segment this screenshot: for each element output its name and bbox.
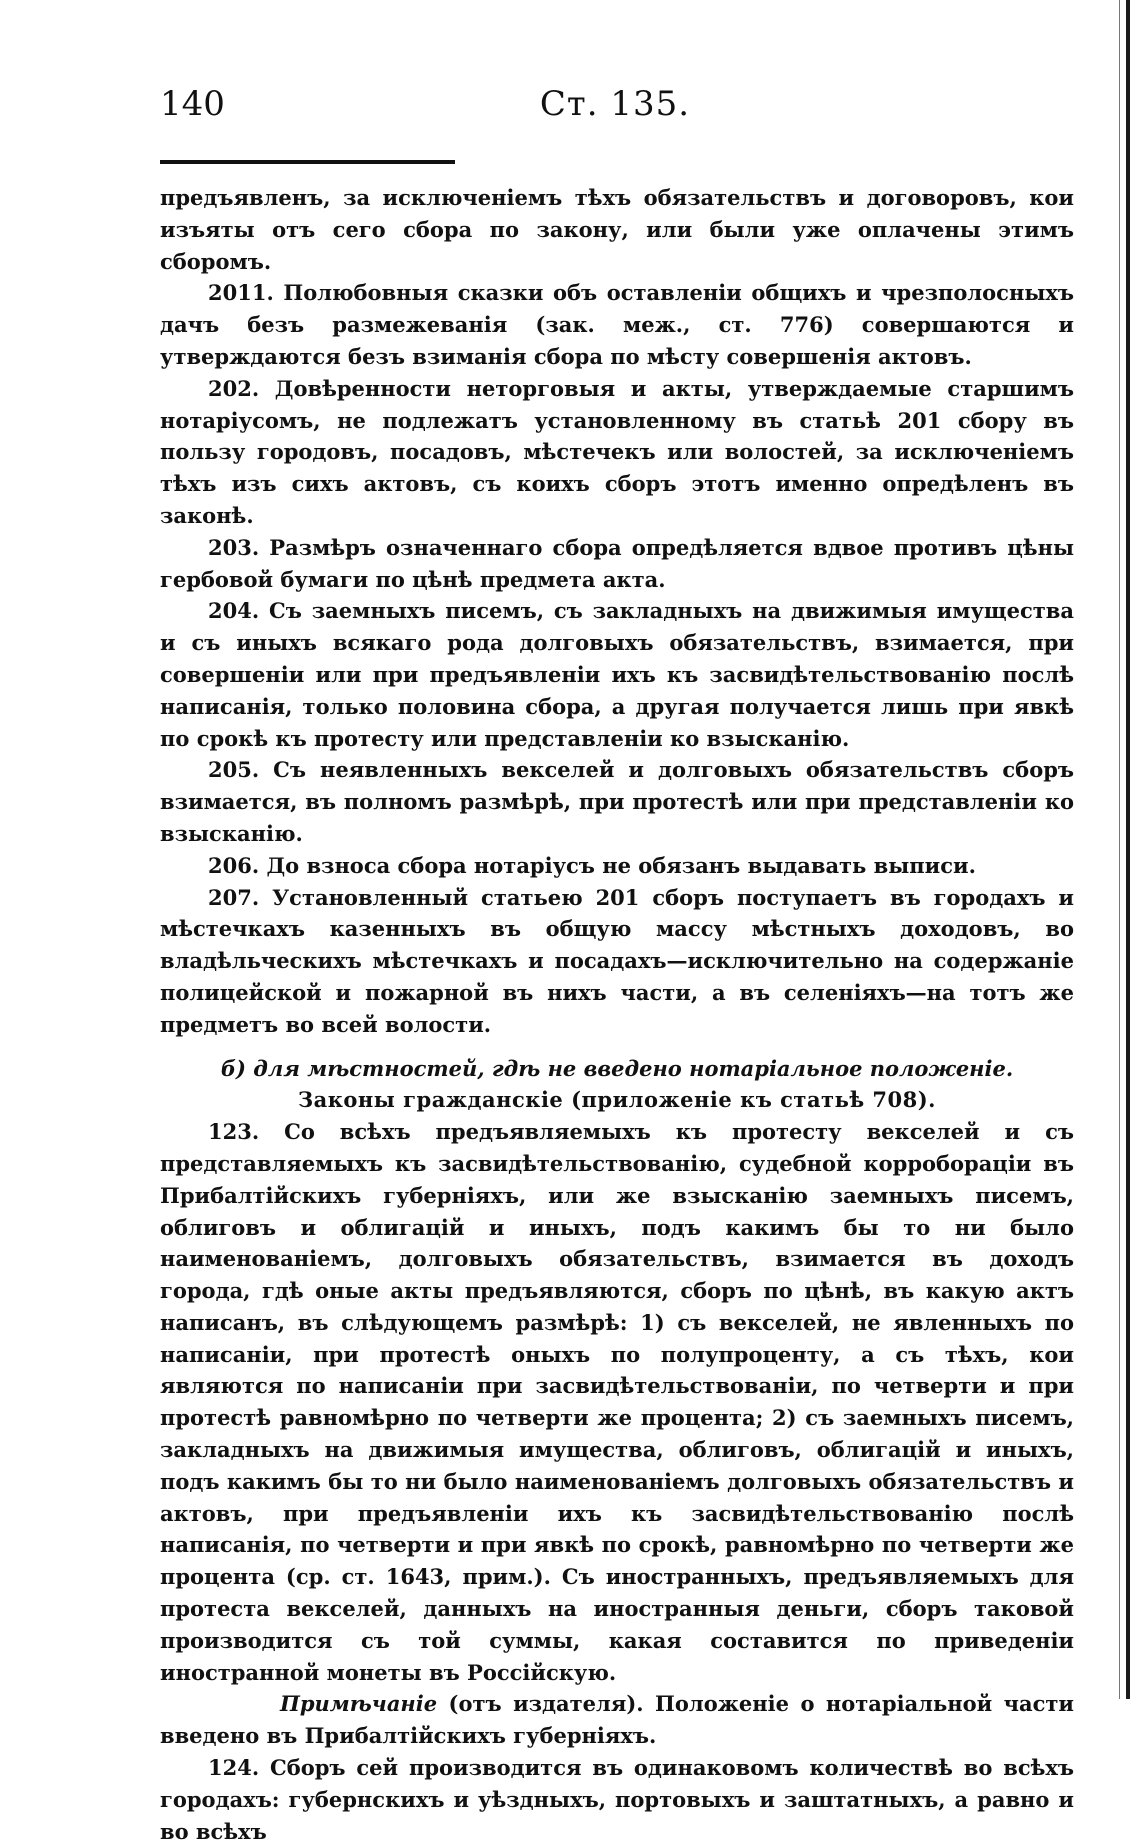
paragraph-article-202: 202. Довѣренности неторговыя и акты, утверждаемые старшимъ нотаріусомъ, не подлежатъ установленному въ статьѣ 201 сбору въ пользу городовъ, посадовъ, мѣстечекъ или волостей, за исключеніемъ тѣхъ изъ сихъ актовъ, съ коихъ сборъ этотъ именно опредѣленъ въ законѣ. bbox=[160, 375, 1074, 528]
paragraph-continuation: предъявленъ, за исключеніемъ тѣхъ обязательствъ и договоровъ, кои изъяты отъ сего сбора по закону, или были уже оплачены этимъ сборомъ. bbox=[160, 185, 1074, 274]
page-edge-thin-line bbox=[1119, 0, 1120, 1699]
paragraph-article-201-1: 2011. Полюбовныя сказки объ оставленіи общихъ и чрезполосныхъ дачъ безъ размежеванія (зак. меж., ст. 776) совершаются и утверждаются безъ взиманія сбора по мѣсту совершенія актовъ. bbox=[160, 280, 1074, 369]
page-header bbox=[160, 84, 1070, 134]
page-edge-border bbox=[1126, 0, 1130, 1699]
paragraph-article-204: 204. Съ заемныхъ писемъ, съ закладныхъ на движимыя имущества и съ иныхъ всякаго рода долговыхъ обязательствъ, взимается, при совершеніи или при предъявленіи ихъ къ засвидѣтельствованію послѣ написанія, только половина сбора, а другая получается лишь при явкѣ по срокѣ къ протесту или представленіи ко взысканію. bbox=[160, 598, 1074, 751]
section-heading: б) для мѣстностей, гдѣ не введено нотаріальное положеніе. bbox=[220, 1055, 1014, 1081]
paragraph-article-205: 205. Съ неявленныхъ векселей и долговыхъ обязательствъ сборъ взимается, въ полномъ размѣрѣ, при протестѣ или при представленіи ко взысканію. bbox=[160, 757, 1074, 846]
paragraph-article-124: 124. Сборъ сей производится въ одинаковомъ количествѣ во всѣхъ городахъ: губернскихъ и уѣздныхъ, портовыхъ и заштатныхъ, а равно и во всѣхъ bbox=[160, 1755, 1074, 1844]
article-reference: Ст. 135. bbox=[539, 84, 691, 124]
paragraph-article-207: 207. Установленный статьею 201 сборъ поступаетъ въ городахъ и мѣстечкахъ казенныхъ въ общую массу мѣстныхъ доходовъ, во владѣльческихъ мѣстечкахъ и посадахъ—исключительно на содержаніе полицейской и пожарной въ нихъ части, а въ селеніяхъ—на тотъ же предметъ во всей волости. bbox=[160, 884, 1074, 1037]
editor-note-label: Примѣчаніе bbox=[280, 1691, 438, 1717]
editor-note-text: (отъ издателя). Положеніе о нотаріальной части введено въ Прибалтійскихъ губерніяхъ. bbox=[160, 1691, 1074, 1749]
paragraph-article-123: 123. Со всѣхъ предъявляемыхъ къ протесту векселей и съ представляемыхъ къ засвидѣтельствованію, судебной корроборацiи въ Прибалтійскихъ губерніяхъ, или же взысканію заемныхъ писемъ, облиговъ и облигацій и иныхъ, подъ какимъ бы то ни было наименованіемъ, долговыхъ обязательствъ, взимается въ доходъ города, гдѣ оные акты предъявляются, сборъ по цѣнѣ, въ какую актъ написанъ, въ слѣдующемъ размѣрѣ: 1) съ векселей, не явленныхъ по написаніи, при протестѣ оныхъ по полупроценту, а съ тѣхъ, кои являются по написаніи при засвидѣтельствованіи, по четверти и при протестѣ равномѣрно по четверти же процента; 2) съ заемныхъ писемъ, закладныхъ на движимыя имущества, облиговъ, облигацій и иныхъ, подъ какимъ бы то ни было наименованіемъ долговыхъ обязательствъ и актовъ, при предъявленіи ихъ къ засвидѣтельствованію послѣ написанія, по четверти и при явкѣ по срокѣ, равномѣрно по четверти же процента (ср. ст. 1643, прим.). Съ иностранныхъ, предъявляемыхъ для протеста векселей, данныхъ на иностранныя деньги, сборъ таковой производится съ той суммы, какая составится по приведеніи иностранной монеты въ Россійскую. bbox=[160, 1119, 1074, 1685]
page-number: 140 bbox=[160, 84, 225, 124]
paragraph-article-203: 203. Размѣръ означеннаго сбора опредѣляется вдвое противъ цѣны гербовой бумаги по цѣнѣ предмета акта. bbox=[160, 534, 1074, 592]
section-subheading: Законы гражданскіе (приложеніе къ статьѣ 708). bbox=[298, 1087, 936, 1113]
paragraph-article-206: 206. До взноса сбора нотаріусъ не обязанъ выдавать выписи. bbox=[208, 852, 976, 878]
page-body bbox=[160, 182, 1074, 1847]
header-rule bbox=[160, 160, 455, 164]
editor-note bbox=[160, 1688, 1074, 1752]
